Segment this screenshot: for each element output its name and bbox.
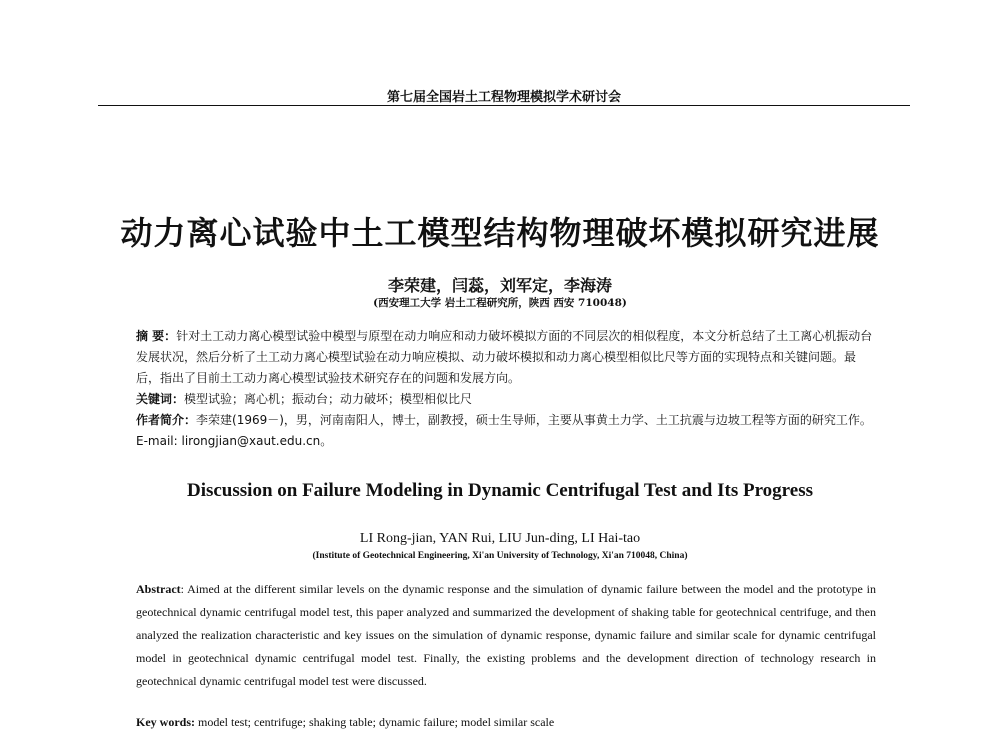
authors-chinese: 李荣建，闫蕊，刘军定，李海涛 [387, 276, 612, 295]
abstract-text-english: : Aimed at the different similar levels on the dynamic response and the simulation of dynamic failure between the model and the prototype in geotechnical dynamic centrifugal model test, this paper analyzed and summarized the development of shaking table for geotechnical centrifuge, and then analyzed the realization characteristic and key issues on the simulation of dynamic response, dynamic failure and similar scale for dynamic centrifugal model in geotechnical dynamic centrifugal model test. Finally, the existing problems and the development direction of technology research in geotechnical dynamic centrifugal model test were discussed. [136, 582, 876, 688]
keywords-text-english: model test; centrifuge; shaking table; dynamic failure; model similar scale [195, 715, 555, 729]
keywords-label-english: Key words: [136, 715, 195, 729]
abstract-label-chinese: 摘 要： [136, 329, 177, 343]
authors-english: LI Rong-jian, YAN Rui, LIU Jun-ding, LI Hai-tao [359, 531, 641, 546]
keywords-text-chinese: 模型试验；离心机；振动台；动力破坏；模型相似比尺 [184, 392, 473, 406]
author-bio-chinese [136, 410, 876, 452]
affiliation-chinese: (西安理工大学 岩土工程研究所，陕西 西安 710048) [373, 297, 627, 309]
author-bio-text: 李荣建(1969－)，男，河南南阳人，博士，副教授，硕士生导师，主要从事黄土力学、土工抗震与边坡工程等方面的研究工作。E-mail: lirongjian@xaut.edu.cn。 [136, 413, 872, 448]
running-header: 第七届全国岩土工程物理模拟学术研讨会 [386, 90, 621, 105]
header-rule [98, 105, 910, 106]
keywords-chinese [136, 389, 876, 410]
title-english: Discussion on Failure Modeling in Dynamic Centrifugal Test and Its Progress [186, 480, 813, 501]
author-bio-label: 作者简介： [136, 413, 197, 427]
abstract-text-chinese: 针对土工动力离心模型试验中模型与原型在动力响应和动力破坏模拟方面的不同层次的相似程度，本文分析总结了土工离心机振动台发展状况，然后分析了土工动力离心模型试验在动力响应模拟、动力破坏模拟和动力离心模型相似比尺等方面的实现特点和关键问题。最后，指出了目前土工动力离心模型试验技术研究存在的问题和发展方向。 [136, 329, 873, 385]
title-chinese: 动力离心试验中土工模型结构物理破坏模拟研究进展 [120, 214, 880, 252]
abstract-chinese [136, 326, 876, 389]
abstract-english [136, 578, 876, 693]
abstract-label-english: Abstract [136, 582, 181, 596]
affiliation-english: (Institute of Geotechnical Engineering, Xi'an University of Technology, Xi'an 710048, China) [312, 551, 688, 561]
keywords-label-chinese: 关键词： [136, 392, 185, 406]
keywords-english [136, 713, 876, 731]
chinese-front-matter [136, 326, 876, 452]
